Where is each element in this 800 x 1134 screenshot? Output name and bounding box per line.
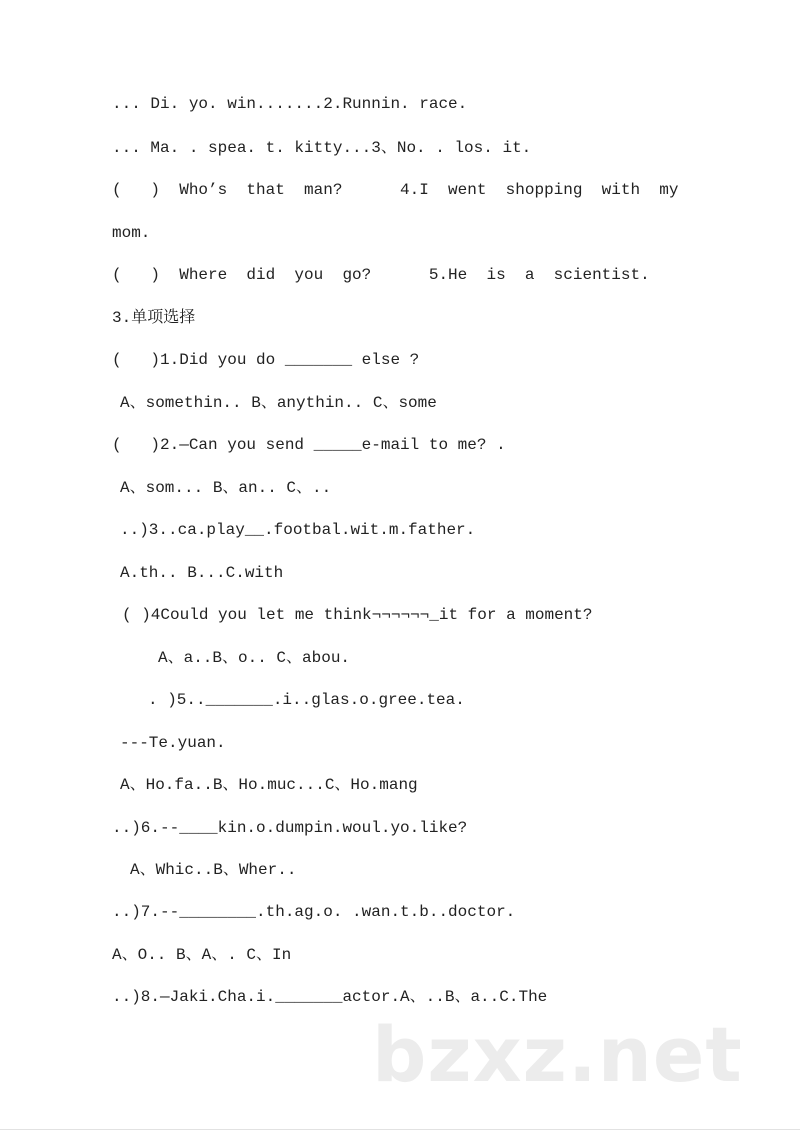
question-2-options: A、som... B、an.. C、.. — [120, 479, 332, 497]
question-1: ( )1.Did you do _______ else ? — [112, 351, 420, 369]
question-3: ..)3..ca.play__.footbal.wit.m.father. — [120, 521, 476, 539]
question-7: ..)7.--________.th.ag.o. .wan.t.b..doctor. — [112, 903, 516, 921]
page-edge-divider — [0, 1129, 800, 1130]
question-6-options: A、Whic..B、Wher.. — [130, 861, 297, 879]
question-3-options: A.th.. B...C.with — [120, 564, 284, 582]
text-line-2: ... Ma. . spea. t. kitty...3、No. . los. it. — [112, 139, 532, 157]
question-5-answer: ---Te.yuan. — [120, 734, 226, 752]
question-8: ..)8.—Jaki.Cha.i._______actor.A、..B、a..C.The — [112, 988, 548, 1006]
question-7-options: A、O.. B、A、. C、In — [112, 946, 292, 964]
text-line-1: ... Di. yo. win.......2.Runnin. race. — [112, 95, 468, 113]
section-heading: 3.单项选择 — [112, 309, 196, 327]
question-4-options: A、a..B、o.. C、abou. — [158, 649, 351, 667]
question-1-options: A、somethin.. B、anythin.. C、some — [120, 394, 437, 412]
question-6: ..)6.--____kin.o.dumpin.woul.yo.like? — [112, 819, 468, 837]
text-line-3: ( ) Who’s that man? 4.I went shopping with my — [112, 181, 679, 199]
watermark-logo: bzxz.net — [372, 1010, 743, 1099]
question-2: ( )2.—Can you send _____e-mail to me? . — [112, 436, 506, 454]
question-5-options: A、Ho.fa..B、Ho.muc...C、Ho.mang — [120, 776, 418, 794]
text-line-4: mom. — [112, 224, 151, 242]
question-4: ( )4Could you let me think¬¬¬¬¬¬_it for a moment? — [122, 606, 593, 624]
question-5: . )5.._______.i..glas.o.gree.tea. — [148, 691, 465, 709]
text-line-5: ( ) Where did you go? 5.He is a scientist. — [112, 266, 650, 284]
